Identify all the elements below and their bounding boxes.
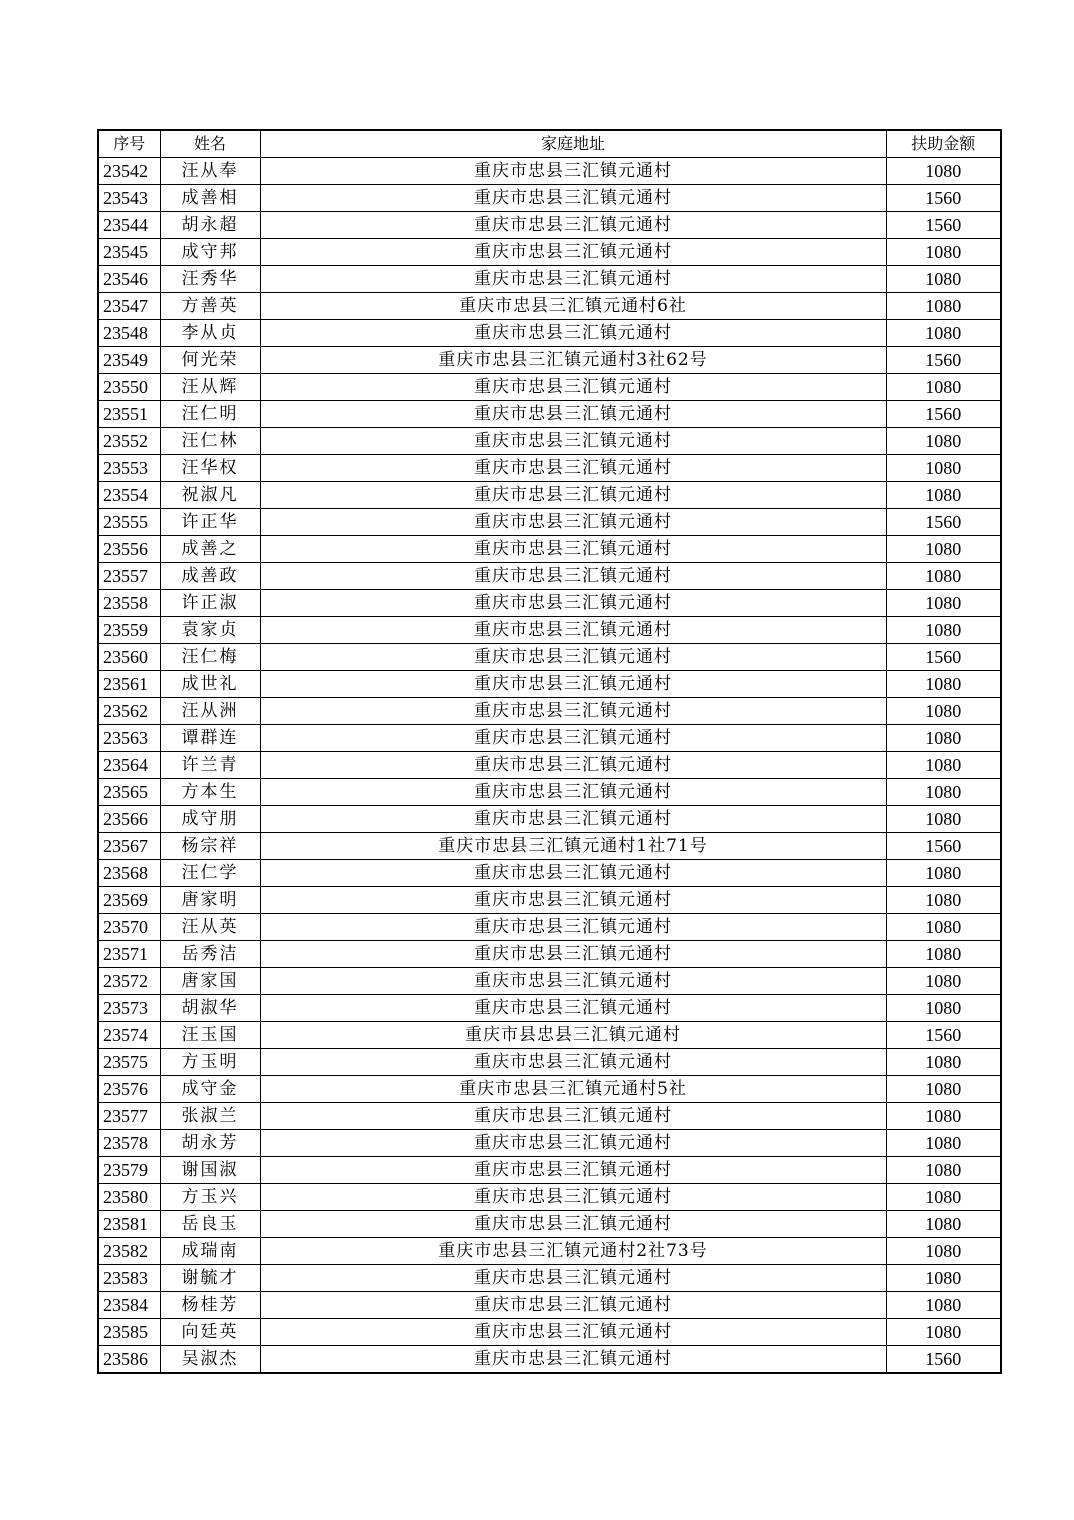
name-cell: 许正淑	[160, 590, 260, 617]
table-row	[98, 941, 1001, 968]
amount-cell: 1080	[886, 158, 1001, 185]
name-cell: 汪仁林	[160, 428, 260, 455]
table-row	[98, 185, 1001, 212]
table-row	[98, 293, 1001, 320]
table-row	[98, 617, 1001, 644]
amount-cell: 1080	[886, 806, 1001, 833]
amount-cell: 1080	[886, 1265, 1001, 1292]
address-cell: 重庆市忠县三汇镇元通村	[260, 1319, 886, 1346]
serial-number-cell: 23566	[98, 806, 160, 833]
name-cell: 成善之	[160, 536, 260, 563]
table-row	[98, 374, 1001, 401]
name-cell: 成守邦	[160, 239, 260, 266]
amount-cell: 1080	[886, 617, 1001, 644]
table-row	[98, 1076, 1001, 1103]
name-cell: 何光荣	[160, 347, 260, 374]
serial-number-cell: 23550	[98, 374, 160, 401]
serial-number-cell: 23557	[98, 563, 160, 590]
serial-number-cell: 23573	[98, 995, 160, 1022]
amount-cell: 1080	[886, 293, 1001, 320]
amount-cell: 1080	[886, 995, 1001, 1022]
amount-cell: 1080	[886, 1292, 1001, 1319]
address-cell: 重庆市忠县三汇镇元通村	[260, 563, 886, 590]
name-cell: 方玉明	[160, 1049, 260, 1076]
amount-cell: 1080	[886, 941, 1001, 968]
table-row	[98, 401, 1001, 428]
amount-cell: 1080	[886, 455, 1001, 482]
table-row	[98, 1238, 1001, 1265]
amount-cell: 1080	[886, 968, 1001, 995]
name-cell: 汪玉国	[160, 1022, 260, 1049]
amount-cell: 1080	[886, 1319, 1001, 1346]
serial-number-cell: 23551	[98, 401, 160, 428]
header-row	[98, 130, 1001, 158]
address-cell: 重庆市忠县三汇镇元通村	[260, 455, 886, 482]
name-cell: 成守朋	[160, 806, 260, 833]
table-row	[98, 212, 1001, 239]
address-cell: 重庆市忠县三汇镇元通村	[260, 752, 886, 779]
address-cell: 重庆市忠县三汇镇元通村	[260, 1346, 886, 1374]
address-cell: 重庆市忠县三汇镇元通村	[260, 617, 886, 644]
serial-number-cell: 23553	[98, 455, 160, 482]
serial-number-cell: 23544	[98, 212, 160, 239]
serial-number-cell: 23552	[98, 428, 160, 455]
serial-number-cell: 23546	[98, 266, 160, 293]
name-cell: 谢国淑	[160, 1157, 260, 1184]
serial-number-cell: 23576	[98, 1076, 160, 1103]
serial-number-cell: 23585	[98, 1319, 160, 1346]
serial-number-cell: 23559	[98, 617, 160, 644]
address-cell: 重庆市忠县三汇镇元通村3社62号	[260, 347, 886, 374]
amount-cell: 1560	[886, 185, 1001, 212]
serial-number-cell: 23562	[98, 698, 160, 725]
serial-number-cell: 23547	[98, 293, 160, 320]
address-cell: 重庆市忠县三汇镇元通村	[260, 509, 886, 536]
amount-cell: 1080	[886, 536, 1001, 563]
table-row	[98, 725, 1001, 752]
address-cell: 重庆市忠县三汇镇元通村	[260, 428, 886, 455]
amount-cell: 1080	[886, 1211, 1001, 1238]
address-cell: 重庆市忠县三汇镇元通村6社	[260, 293, 886, 320]
table-header	[98, 130, 1001, 158]
name-cell: 方玉兴	[160, 1184, 260, 1211]
address-cell: 重庆市忠县三汇镇元通村	[260, 239, 886, 266]
serial-number-cell: 23548	[98, 320, 160, 347]
name-cell: 汪从辉	[160, 374, 260, 401]
amount-cell: 1080	[886, 239, 1001, 266]
name-cell: 汪从洲	[160, 698, 260, 725]
serial-number-cell: 23563	[98, 725, 160, 752]
serial-number-cell: 23543	[98, 185, 160, 212]
name-cell: 成善相	[160, 185, 260, 212]
name-cell: 岳秀洁	[160, 941, 260, 968]
address-cell: 重庆市忠县三汇镇元通村	[260, 185, 886, 212]
table-row	[98, 1049, 1001, 1076]
table-row	[98, 347, 1001, 374]
name-cell: 汪从奉	[160, 158, 260, 185]
amount-cell: 1080	[886, 590, 1001, 617]
name-cell: 许兰青	[160, 752, 260, 779]
amount-cell: 1560	[886, 401, 1001, 428]
serial-number-cell: 23570	[98, 914, 160, 941]
name-cell: 祝淑凡	[160, 482, 260, 509]
amount-cell: 1560	[886, 644, 1001, 671]
table-row	[98, 509, 1001, 536]
amount-cell: 1080	[886, 374, 1001, 401]
serial-number-cell: 23584	[98, 1292, 160, 1319]
serial-number-cell: 23542	[98, 158, 160, 185]
amount-cell: 1080	[886, 320, 1001, 347]
table-row	[98, 563, 1001, 590]
address-cell: 重庆市忠县三汇镇元通村	[260, 995, 886, 1022]
table-row	[98, 1319, 1001, 1346]
serial-number-cell: 23549	[98, 347, 160, 374]
amount-cell: 1080	[886, 1076, 1001, 1103]
table-row	[98, 1211, 1001, 1238]
name-cell: 成瑞南	[160, 1238, 260, 1265]
name-cell: 汪从英	[160, 914, 260, 941]
amount-cell: 1560	[886, 347, 1001, 374]
amount-cell: 1080	[886, 914, 1001, 941]
serial-number-cell: 23558	[98, 590, 160, 617]
table-row	[98, 266, 1001, 293]
table-row	[98, 968, 1001, 995]
address-cell: 重庆市忠县三汇镇元通村	[260, 914, 886, 941]
name-cell: 成守金	[160, 1076, 260, 1103]
amount-cell: 1080	[886, 671, 1001, 698]
address-cell: 重庆市忠县三汇镇元通村	[260, 644, 886, 671]
amount-cell: 1080	[886, 752, 1001, 779]
address-cell: 重庆市忠县三汇镇元通村	[260, 1292, 886, 1319]
table-row	[98, 698, 1001, 725]
address-cell: 重庆市忠县三汇镇元通村	[260, 671, 886, 698]
serial-number-cell: 23572	[98, 968, 160, 995]
name-cell: 胡淑华	[160, 995, 260, 1022]
name-cell: 汪仁梅	[160, 644, 260, 671]
table-body	[98, 158, 1001, 1374]
amount-cell: 1560	[886, 1022, 1001, 1049]
address-cell: 重庆市忠县三汇镇元通村	[260, 1157, 886, 1184]
serial-number-cell: 23569	[98, 887, 160, 914]
table-row	[98, 1157, 1001, 1184]
amount-cell: 1560	[886, 1346, 1001, 1374]
name-cell: 成世礼	[160, 671, 260, 698]
table-row	[98, 671, 1001, 698]
name-cell: 汪仁明	[160, 401, 260, 428]
address-cell: 重庆市忠县三汇镇元通村	[260, 887, 886, 914]
name-cell: 汪秀华	[160, 266, 260, 293]
amount-cell: 1080	[886, 563, 1001, 590]
address-cell: 重庆市忠县三汇镇元通村	[260, 860, 886, 887]
table-row	[98, 887, 1001, 914]
table-row	[98, 833, 1001, 860]
address-cell: 重庆市忠县三汇镇元通村	[260, 725, 886, 752]
serial-number-cell: 23583	[98, 1265, 160, 1292]
table-row	[98, 644, 1001, 671]
serial-number-cell: 23545	[98, 239, 160, 266]
name-cell: 汪华权	[160, 455, 260, 482]
name-cell: 谢毓才	[160, 1265, 260, 1292]
name-cell: 汪仁学	[160, 860, 260, 887]
table-row	[98, 860, 1001, 887]
address-cell: 重庆市忠县三汇镇元通村	[260, 266, 886, 293]
name-cell: 吴淑杰	[160, 1346, 260, 1374]
amount-cell: 1080	[886, 1184, 1001, 1211]
name-cell: 杨宗祥	[160, 833, 260, 860]
serial-number-cell: 23567	[98, 833, 160, 860]
serial-number-cell: 23564	[98, 752, 160, 779]
amount-cell: 1080	[886, 1130, 1001, 1157]
header-subsidy-amount: 扶助金额	[886, 130, 1001, 158]
name-cell: 向廷英	[160, 1319, 260, 1346]
name-cell: 岳良玉	[160, 1211, 260, 1238]
amount-cell: 1080	[886, 1103, 1001, 1130]
address-cell: 重庆市忠县三汇镇元通村	[260, 482, 886, 509]
name-cell: 许正华	[160, 509, 260, 536]
address-cell: 重庆市忠县三汇镇元通村	[260, 1211, 886, 1238]
address-cell: 重庆市忠县三汇镇元通村	[260, 158, 886, 185]
address-cell: 重庆市忠县三汇镇元通村	[260, 698, 886, 725]
amount-cell: 1560	[886, 212, 1001, 239]
table-row	[98, 1265, 1001, 1292]
address-cell: 重庆市忠县三汇镇元通村	[260, 590, 886, 617]
serial-number-cell: 23560	[98, 644, 160, 671]
address-cell: 重庆市忠县三汇镇元通村	[260, 1184, 886, 1211]
address-cell: 重庆市忠县三汇镇元通村	[260, 320, 886, 347]
address-cell: 重庆市忠县三汇镇元通村5社	[260, 1076, 886, 1103]
table-row	[98, 158, 1001, 185]
amount-cell: 1560	[886, 833, 1001, 860]
amount-cell: 1080	[886, 482, 1001, 509]
amount-cell: 1080	[886, 887, 1001, 914]
serial-number-cell: 23555	[98, 509, 160, 536]
serial-number-cell: 23579	[98, 1157, 160, 1184]
amount-cell: 1080	[886, 860, 1001, 887]
name-cell: 李从贞	[160, 320, 260, 347]
table-row	[98, 590, 1001, 617]
table-row	[98, 995, 1001, 1022]
address-cell: 重庆市忠县三汇镇元通村	[260, 968, 886, 995]
address-cell: 重庆市忠县三汇镇元通村	[260, 941, 886, 968]
table-row	[98, 1346, 1001, 1374]
table-row	[98, 1184, 1001, 1211]
name-cell: 方本生	[160, 779, 260, 806]
table-row	[98, 779, 1001, 806]
subsidy-table	[97, 129, 1002, 1374]
serial-number-cell: 23571	[98, 941, 160, 968]
amount-cell: 1080	[886, 266, 1001, 293]
table-row	[98, 1103, 1001, 1130]
address-cell: 重庆市忠县三汇镇元通村	[260, 779, 886, 806]
amount-cell: 1080	[886, 698, 1001, 725]
table-row	[98, 806, 1001, 833]
header-home-address: 家庭地址	[260, 130, 886, 158]
table-row	[98, 752, 1001, 779]
amount-cell: 1080	[886, 779, 1001, 806]
name-cell: 谭群连	[160, 725, 260, 752]
name-cell: 胡永超	[160, 212, 260, 239]
serial-number-cell: 23556	[98, 536, 160, 563]
header-name: 姓名	[160, 130, 260, 158]
name-cell: 杨桂芳	[160, 1292, 260, 1319]
serial-number-cell: 23554	[98, 482, 160, 509]
address-cell: 重庆市忠县三汇镇元通村	[260, 536, 886, 563]
table-row	[98, 1130, 1001, 1157]
serial-number-cell: 23565	[98, 779, 160, 806]
address-cell: 重庆市忠县三汇镇元通村2社73号	[260, 1238, 886, 1265]
amount-cell: 1080	[886, 725, 1001, 752]
table-row	[98, 914, 1001, 941]
address-cell: 重庆市忠县三汇镇元通村	[260, 806, 886, 833]
name-cell: 方善英	[160, 293, 260, 320]
table-row	[98, 320, 1001, 347]
name-cell: 胡永芳	[160, 1130, 260, 1157]
address-cell: 重庆市县忠县三汇镇元通村	[260, 1022, 886, 1049]
subsidy-list-sheet	[97, 129, 1000, 1374]
serial-number-cell: 23581	[98, 1211, 160, 1238]
table-row	[98, 428, 1001, 455]
serial-number-cell: 23575	[98, 1049, 160, 1076]
serial-number-cell: 23568	[98, 860, 160, 887]
table-row	[98, 1022, 1001, 1049]
table-row	[98, 482, 1001, 509]
table-row	[98, 455, 1001, 482]
amount-cell: 1080	[886, 428, 1001, 455]
name-cell: 唐家国	[160, 968, 260, 995]
address-cell: 重庆市忠县三汇镇元通村	[260, 401, 886, 428]
table-row	[98, 239, 1001, 266]
header-serial-number: 序号	[98, 130, 160, 158]
address-cell: 重庆市忠县三汇镇元通村	[260, 374, 886, 401]
table-row	[98, 1292, 1001, 1319]
address-cell: 重庆市忠县三汇镇元通村	[260, 1049, 886, 1076]
address-cell: 重庆市忠县三汇镇元通村	[260, 212, 886, 239]
serial-number-cell: 23580	[98, 1184, 160, 1211]
address-cell: 重庆市忠县三汇镇元通村	[260, 1265, 886, 1292]
amount-cell: 1080	[886, 1238, 1001, 1265]
address-cell: 重庆市忠县三汇镇元通村	[260, 1130, 886, 1157]
serial-number-cell: 23578	[98, 1130, 160, 1157]
name-cell: 成善政	[160, 563, 260, 590]
serial-number-cell: 23561	[98, 671, 160, 698]
address-cell: 重庆市忠县三汇镇元通村1社71号	[260, 833, 886, 860]
table-row	[98, 536, 1001, 563]
amount-cell: 1560	[886, 509, 1001, 536]
serial-number-cell: 23574	[98, 1022, 160, 1049]
address-cell: 重庆市忠县三汇镇元通村	[260, 1103, 886, 1130]
amount-cell: 1080	[886, 1049, 1001, 1076]
name-cell: 袁家贞	[160, 617, 260, 644]
serial-number-cell: 23582	[98, 1238, 160, 1265]
amount-cell: 1080	[886, 1157, 1001, 1184]
serial-number-cell: 23577	[98, 1103, 160, 1130]
name-cell: 张淑兰	[160, 1103, 260, 1130]
name-cell: 唐家明	[160, 887, 260, 914]
serial-number-cell: 23586	[98, 1346, 160, 1374]
